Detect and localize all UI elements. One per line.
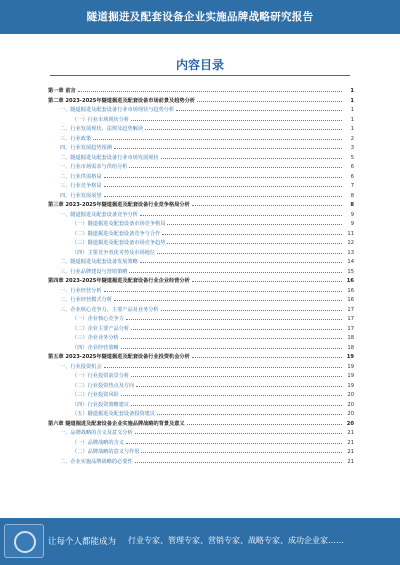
toc-entry[interactable] (48, 228, 354, 238)
toc-entry-title: （一）行业市场现状分析 (72, 116, 130, 123)
toc-entry-page-number: 20 (347, 411, 354, 417)
toc-dot-leader (197, 95, 342, 102)
brand-logo-icon (4, 524, 44, 558)
toc-entry[interactable] (48, 95, 354, 105)
toc-entry-page-number: 13 (347, 249, 354, 256)
toc-heading-divider (50, 75, 350, 76)
toc-dot-leader (104, 180, 342, 187)
toc-entry-title: 一、行业市场需求与供给分析 (60, 164, 128, 170)
toc-entry-title: 一、隧道掘进及配套设备竞争分析 (60, 211, 138, 218)
toc-dot-leader (167, 218, 342, 225)
toc-entry[interactable] (48, 237, 354, 247)
toc-entry-page-number: 16 (346, 278, 354, 284)
toc-dot-leader (129, 266, 342, 273)
page-footer (0, 518, 400, 565)
toc-entry-title: 四、行业发展趋势预测 (60, 145, 112, 151)
toc-entry-page-number: 21 (347, 430, 354, 436)
toc-entry[interactable] (48, 142, 354, 152)
toc-dot-leader (162, 228, 342, 235)
toc-entry-page-number: 1 (350, 126, 354, 132)
toc-entry-page-number: 19 (347, 363, 354, 370)
toc-entry[interactable] (48, 323, 354, 333)
toc-entry-title: （三）企业业务分析 (72, 335, 119, 341)
toc-entry[interactable] (48, 294, 354, 304)
toc-entry[interactable] (48, 313, 354, 323)
toc-entry[interactable] (48, 256, 354, 266)
toc-dot-leader (131, 399, 342, 406)
toc-entry-page-number: 16 (347, 297, 354, 303)
toc-entry-page-number: 18 (347, 335, 354, 341)
toc-entry-page-number: 6 (350, 173, 354, 180)
toc-entry-page-number: 20 (346, 420, 354, 427)
toc-entry[interactable] (48, 285, 354, 295)
toc-entry-page-number: 19 (347, 382, 354, 389)
toc-entry-title: （二）企业主要产品分析 (72, 325, 130, 332)
toc-dot-leader (136, 380, 342, 387)
report-title: 隧道掘进及配套设备企业实施品牌战略研究报告 (86, 11, 314, 23)
toc-entry-page-number: 9 (350, 221, 354, 227)
toc-entry-title: 第三章 2023-2025年隧道掘进及配套设备行业竞争格局分析 (48, 202, 190, 208)
toc-entry[interactable] (48, 275, 354, 285)
toc-entry-page-number: 17 (347, 306, 354, 313)
toc-entry[interactable] (48, 114, 354, 124)
toc-dot-leader (145, 123, 342, 130)
toc-entry[interactable] (48, 199, 354, 209)
toc-dot-leader (114, 142, 342, 149)
toc-entry-page-number: 19 (346, 354, 354, 360)
toc-entry[interactable] (48, 180, 354, 190)
toc-entry-page-number: 20 (347, 401, 354, 408)
toc-entry-page-number: 16 (347, 287, 354, 294)
toc-entry-page-number: 21 (347, 458, 354, 465)
toc-entry-title: 二、行业经营模式分析 (60, 297, 112, 303)
toc-dot-leader (104, 171, 342, 178)
toc-entry-title: （二）隧道掘进及配套设备竞争与合作 (72, 230, 161, 237)
toc-entry-title: 第四章 2023-2025年隧道掘进及配套设备行业企业经营分析 (48, 278, 190, 284)
toc-entry-title: （五）隧道掘进及配套设备投资建议 (72, 411, 156, 417)
toc-entry-page-number: 1 (350, 88, 354, 94)
toc-dot-leader (135, 427, 342, 434)
toc-entry[interactable] (48, 342, 354, 352)
toc-dot-leader (121, 332, 342, 339)
footer-slogan-right: 行业专家、管理专家、营销专家、战略专家、成功企业家…… (128, 536, 344, 545)
toc-entry-title: 第二章 2023-2025年隧道掘进及配套设备市场前景及趋势分析 (48, 97, 195, 104)
toc-dot-leader (126, 437, 342, 444)
toc-entry-page-number: 3 (350, 145, 354, 151)
toc-dot-leader (131, 114, 342, 121)
toc-entry-title: 第一章 前言 (48, 88, 76, 94)
toc-entry-title: 一、行业经营分析 (60, 287, 102, 294)
toc-entry[interactable] (48, 133, 354, 143)
toc-entry-page-number: 20 (347, 392, 354, 398)
toc-entry[interactable] (48, 361, 354, 371)
toc-entry-title: （四）企业经营策略 (72, 344, 119, 351)
toc-entry-title: （一）企业核心竞争力 (72, 316, 124, 322)
toc-entry-page-number: 9 (350, 211, 354, 218)
toc-entry-page-number: 21 (347, 439, 354, 446)
toc-dot-leader (140, 256, 342, 263)
toc-entry[interactable] (48, 389, 354, 399)
toc-entry[interactable] (48, 123, 354, 133)
toc-entry[interactable] (48, 418, 354, 428)
toc-entry-title: 四、行业发展展望 (60, 192, 102, 199)
toc-entry-title: （二）行业投资热点及方向 (72, 382, 135, 389)
toc-dot-leader (126, 313, 342, 320)
toc-entry-page-number: 18 (347, 344, 354, 351)
toc-dot-leader (161, 152, 342, 159)
toc-dot-leader (78, 85, 342, 92)
toc-entry-page-number: 1 (350, 116, 354, 123)
toc-entry-title: 三、行业品牌建设与营销策略 (60, 268, 128, 275)
toc-entry-title: 一、行业投资机会 (60, 363, 102, 370)
toc-entry[interactable] (48, 218, 354, 228)
toc-entry[interactable] (48, 247, 354, 257)
toc-dot-leader (129, 161, 342, 168)
toc-entry-page-number: 11 (347, 230, 354, 237)
toc-entry[interactable] (48, 152, 354, 162)
toc-entry-title: 第六章 隧道掘进及配套设备企业实施品牌战略的背景及意义 (48, 420, 185, 427)
toc-entry-title: 三、企业核心竞争力、主要产品及业务分析 (60, 306, 159, 313)
toc-entry-page-number: 8 (350, 192, 354, 199)
toc-entry-title: 一、品牌战略的含义及意义分析 (60, 430, 133, 436)
toc-entry-page-number: 21 (347, 449, 354, 455)
toc-entry-title: 三、行业竞争格局 (60, 183, 102, 189)
toc-dot-leader (157, 247, 342, 254)
toc-entry-title: 二、隧道掘进及配套设备行业市场发展现状 (60, 154, 159, 161)
page-header (0, 0, 400, 34)
toc-entry-title: （四）行业投资策略建议 (72, 401, 130, 408)
toc-entry-page-number: 8 (350, 202, 354, 208)
toc-entry[interactable] (48, 351, 354, 361)
toc-dot-leader (131, 370, 342, 377)
toc-dot-leader (157, 408, 342, 415)
table-of-contents (48, 85, 354, 465)
toc-dot-leader (192, 199, 342, 206)
toc-entry[interactable] (48, 380, 354, 390)
toc-entry-page-number: 15 (347, 268, 354, 275)
toc-entry[interactable] (48, 190, 354, 200)
toc-entry-title: （二）品牌战略的意义与作用 (72, 449, 140, 455)
toc-dot-leader (104, 361, 342, 368)
toc-entry-page-number: 1 (350, 107, 354, 113)
toc-dot-leader (131, 323, 342, 330)
toc-entry-title: 二、隧道掘进及配套设备发展策略 (60, 259, 138, 265)
toc-dot-leader (192, 275, 342, 282)
toc-entry[interactable] (48, 427, 354, 437)
toc-entry-page-number: 6 (350, 164, 354, 170)
toc-entry-title: （一）行业投资前景分析 (72, 373, 130, 379)
toc-dot-leader (192, 351, 342, 358)
toc-entry-title: 二、企业实施品牌战略的必要性 (60, 458, 133, 465)
toc-dot-leader (141, 446, 342, 453)
toc-entry-title: （一）品牌战略的含义 (72, 439, 124, 446)
toc-entry-page-number: 5 (350, 154, 354, 161)
toc-entry[interactable] (48, 399, 354, 409)
toc-heading: 内容目录 (175, 58, 224, 72)
toc-entry-title: （四）主要竞争者优劣势及市场地位 (72, 249, 156, 256)
toc-entry[interactable] (48, 446, 354, 456)
toc-entry-page-number: 17 (347, 325, 354, 332)
toc-dot-leader (161, 304, 342, 311)
toc-entry-title: 二、行业发展现状、法规及趋势解读 (60, 126, 144, 132)
toc-dot-leader (104, 285, 342, 292)
toc-dot-leader (187, 418, 342, 425)
toc-dot-leader (167, 237, 342, 244)
logo-mark-icon (14, 531, 36, 553)
toc-entry-title: 一、隧道掘进及配套设备行业市场现状与趋势分析 (60, 107, 175, 113)
toc-entry-title: 第五章 2023-2025年隧道掘进及配套设备行业投资机会分析 (48, 354, 190, 360)
toc-entry[interactable] (48, 370, 354, 380)
toc-entry-page-number: 17 (347, 316, 354, 322)
toc-entry-title: （三）行业投资风险 (72, 392, 119, 398)
toc-entry-page-number: 14 (347, 259, 354, 265)
toc-entry[interactable] (48, 171, 354, 181)
toc-entry-page-number: 19 (347, 373, 354, 379)
toc-entry-title: （一）隧道掘进及配套设备市场竞争格局 (72, 221, 166, 227)
footer-slogan-left: 让每个人都能成为 (48, 537, 117, 547)
toc-dot-leader (140, 209, 342, 216)
toc-entry[interactable] (48, 266, 354, 276)
toc-dot-leader (176, 104, 342, 111)
toc-entry[interactable] (48, 304, 354, 314)
toc-dot-leader (114, 294, 342, 301)
toc-entry-page-number: 2 (350, 135, 354, 142)
toc-dot-leader (104, 190, 342, 197)
toc-entry[interactable] (48, 161, 354, 171)
toc-entry-page-number: 7 (350, 183, 354, 189)
toc-entry-title: （三）隧道掘进及配套设备市场竞争趋势 (72, 240, 166, 246)
toc-entry-page-number: 12 (347, 240, 354, 246)
toc-dot-leader (135, 456, 342, 463)
toc-entry[interactable] (48, 85, 354, 95)
toc-dot-leader (93, 133, 342, 140)
toc-entry[interactable] (48, 456, 354, 466)
toc-entry[interactable] (48, 408, 354, 418)
toc-entry[interactable] (48, 437, 354, 447)
toc-dot-leader (121, 342, 342, 349)
toc-entry-title: 三、行业政策 (60, 135, 92, 142)
toc-entry[interactable] (48, 209, 354, 219)
toc-entry-title: 二、行业供需格局 (60, 173, 102, 180)
toc-entry[interactable] (48, 332, 354, 342)
toc-entry-page-number: 1 (350, 97, 354, 104)
toc-dot-leader (121, 389, 342, 396)
toc-entry[interactable] (48, 104, 354, 114)
